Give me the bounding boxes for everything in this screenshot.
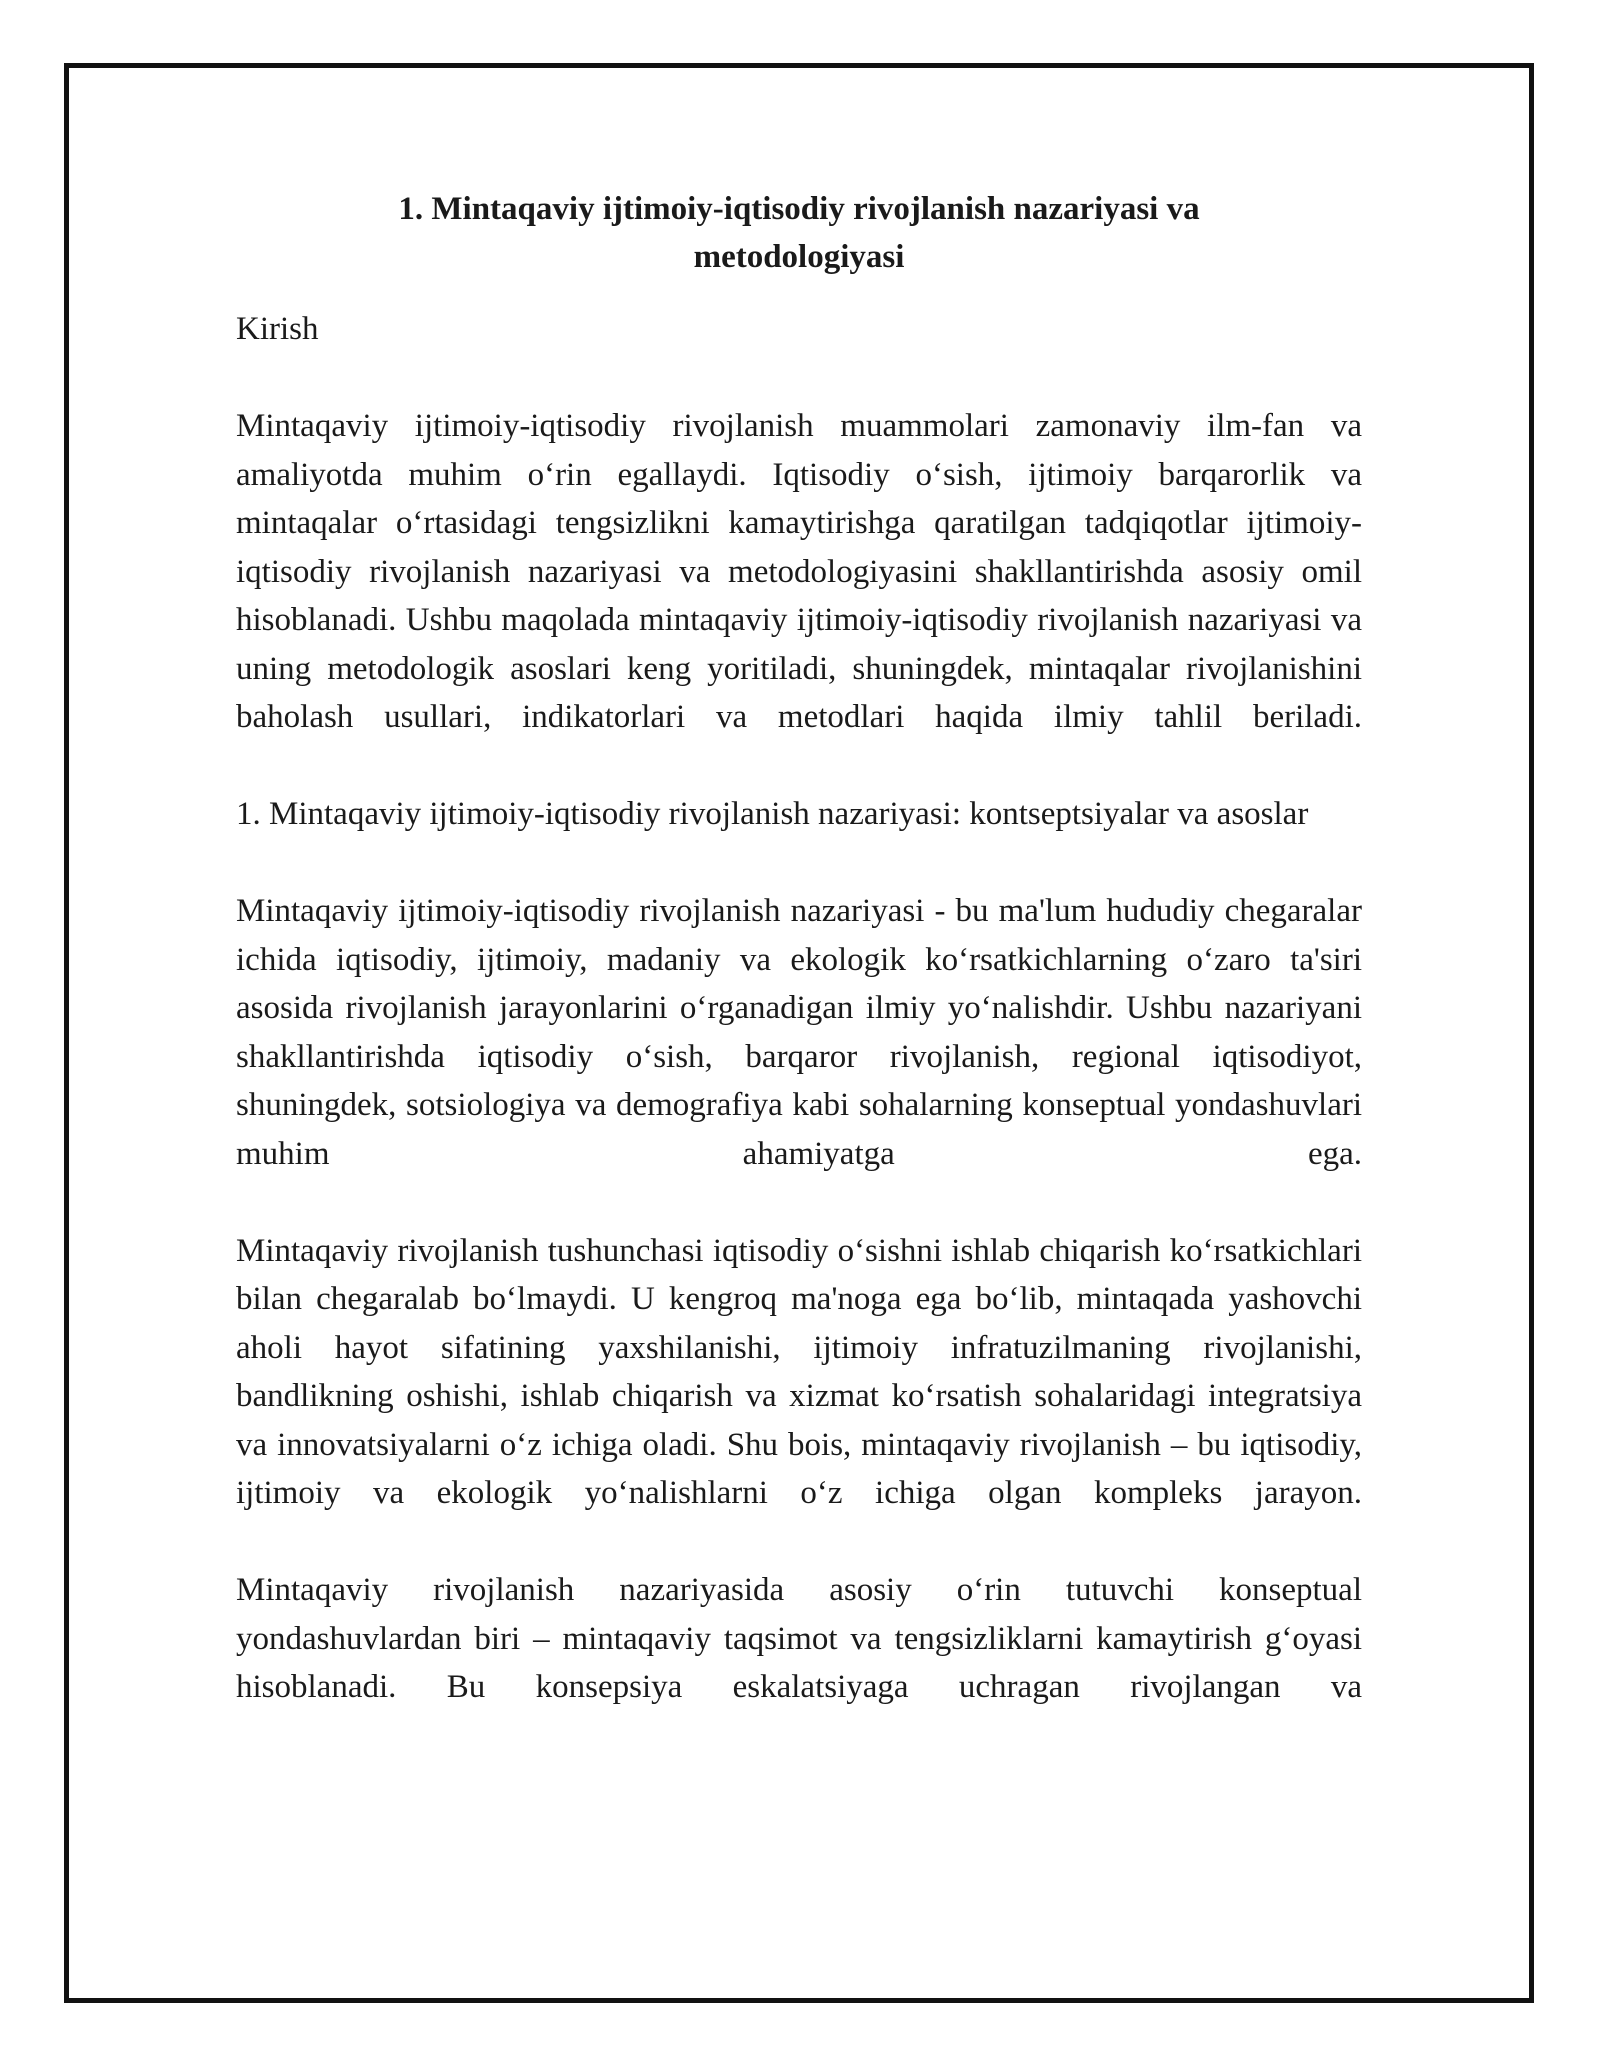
section-1-heading: 1. Mintaqaviy ijtimoiy-iqtisodiy rivojlanish nazariyasi: kontseptsiyalar va asoslar bbox=[236, 796, 1309, 832]
document-title bbox=[236, 185, 1362, 281]
intro-paragraph: Mintaqaviy ijtimoiy-iqtisodiy rivojlanish muammolari zamonaviy ilm-fan va amaliyotda muhim o‘rin egallaydi. Iqtisodiy o‘sish, ijtimoiy barqarorlik va mintaqalar o‘rtasidagi tengsizlikni kamaytirishga qaratilgan tadqiqotlar ijtimoiy-iqtisodiy rivojlanish nazariyasi va metodologiyasini shakllantirishda asosiy omil hisoblanadi. Ushbu maqolada mintaqaviy ijtimoiy-iqtisodiy rivojlanish nazariyasi va uning metodologik asoslari keng yoritiladi, shuningdek, mintaqalar rivojlanishini baholash usullari, indikatorlari va metodlari haqida ilmiy tahlil beriladi. bbox=[236, 408, 1362, 735]
paragraph-conceptual-approaches: Mintaqaviy rivojlanish nazariyasida asosiy o‘rin tutuvchi konseptual yondashuvlardan biri – mintaqaviy taqsimot va tengsizliklarni kamaytirish g‘oyasi hisoblanadi. Bu konsepsiya eskalatsiyaga uchragan rivojlangan va bbox=[236, 1572, 1362, 1705]
paragraph-regional-development-concept: Mintaqaviy rivojlanish tushunchasi iqtisodiy o‘sishni ishlab chiqarish ko‘rsatkichlari bilan chegaralab bo‘lmaydi. U kengroq ma'noga ega bo‘lib, mintaqada yashovchi aholi hayot sifatining yaxshilanishi, ijtimoiy infratuzilmaning rivojlanishi, bandlikning oshishi, ishlab chiqarish va xizmat ko‘rsatish sohalaridagi integratsiya va innovatsiyalarni o‘z ichiga oladi. Shu bois, mintaqaviy rivojlanish – bu iqtisodiy, ijtimoiy va ekologik yo‘nalishlarni o‘z ichiga olgan kompleks jarayon. bbox=[236, 1232, 1362, 1511]
document-title-line-2: metodologiyasi bbox=[693, 239, 905, 275]
paragraph-theory-definition: Mintaqaviy ijtimoiy-iqtisodiy rivojlanish nazariyasi - bu ma'lum hududiy chegaralar ichida iqtisodiy, ijtimoiy, madaniy va ekologik ko‘rsatkichlarning o‘zaro ta'siri asosida rivojlanish jarayonlarini o‘rganadigan ilmiy yo‘nalishdir. Ushbu nazariyani shakllantirishda iqtisodiy o‘sish, barqaror rivojlanish, regional iqtisodiyot, shuningdek, sotsiologiya va demografiya kabi sohalarning konseptual yondashuvlari muhim ahamiyatga ega. bbox=[236, 893, 1362, 1172]
document-body bbox=[236, 185, 1362, 1760]
document-title-line-1: 1. Mintaqaviy ijtimoiy-iqtisodiy rivojlanish nazariyasi va bbox=[398, 191, 1200, 227]
intro-heading: Kirish bbox=[236, 311, 319, 347]
